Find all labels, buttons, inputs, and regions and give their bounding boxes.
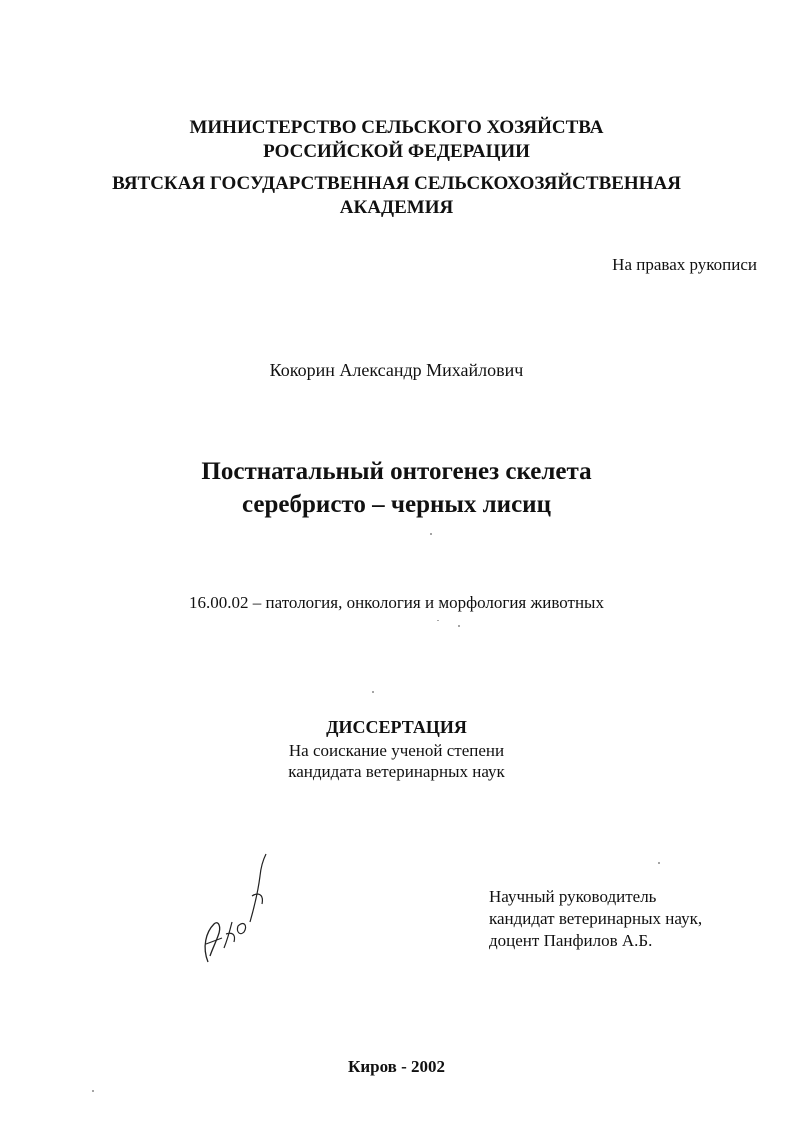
scan-speck <box>458 625 460 627</box>
specialty-code: 16.00.02 – патология, онкология и морфология животных <box>189 593 604 612</box>
scan-speck <box>430 533 432 535</box>
ministry-line-1: МИНИСТЕРСТВО СЕЛЬСКОГО ХОЗЯЙСТВА <box>189 117 604 138</box>
dissertation-title <box>0 455 793 521</box>
academy-line-1: ВЯТСКАЯ ГОСУДАРСТВЕННАЯ СЕЛЬСКОХОЗЯЙСТВЕННАЯ <box>112 173 681 194</box>
scan-speck <box>437 620 439 621</box>
degree-line-2: кандидата ветеринарных наук <box>288 762 505 781</box>
academy-line-2: АКАДЕМИЯ <box>339 197 454 218</box>
scan-speck <box>658 862 660 864</box>
advisor-line-2: кандидат ветеринарных наук, <box>489 909 703 928</box>
scientific-advisor <box>489 886 702 952</box>
scan-speck <box>92 1090 94 1092</box>
degree-line-1: На соискание ученой степени <box>288 741 505 760</box>
dissertation-heading: ДИССЕРТАЦИЯ <box>326 717 467 737</box>
dissertation-degree <box>0 740 793 782</box>
manuscript-note: На правах рукописи <box>612 255 757 274</box>
advisor-line-1: Научный руководитель <box>489 887 657 906</box>
academy-heading <box>0 172 793 220</box>
city-year: Киров - 2002 <box>348 1057 445 1076</box>
title-line-2: серебристо – черных лисиц <box>242 491 551 518</box>
ministry-heading <box>0 116 793 164</box>
handwritten-signature <box>188 852 278 972</box>
author-name: Кокорин Александр Михайлович <box>269 360 524 380</box>
advisor-line-3: доцент Панфилов А.Б. <box>489 931 653 950</box>
ministry-line-2: РОССИЙСКОЙ ФЕДЕРАЦИИ <box>263 141 530 162</box>
scan-speck <box>372 691 374 693</box>
title-line-1: Постнатальный онтогенез скелета <box>201 458 592 485</box>
